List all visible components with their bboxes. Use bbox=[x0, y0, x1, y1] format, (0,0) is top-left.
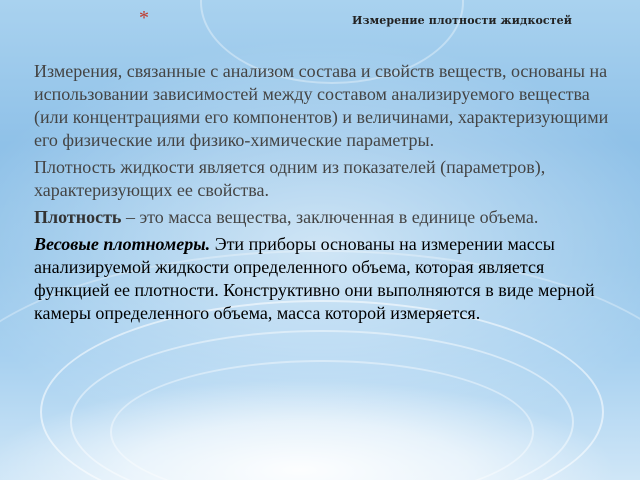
term-density: Плотность bbox=[34, 207, 122, 227]
weight-densimeters-text: Эти приборы основаны на измерении массы анализируемой жидкости определенного объема, которая является функцией ее плотности. Конструктивно они выполняются в виде мерной камеры определенного объема, масса которой измеряется. bbox=[34, 234, 595, 323]
slide-body bbox=[34, 60, 609, 329]
paragraph-weight-densimeters bbox=[34, 233, 609, 325]
bullet-asterisk-icon: * bbox=[139, 7, 149, 29]
paragraph-density-definition bbox=[34, 206, 609, 229]
term-weight-densimeters: Весовые плотномеры. bbox=[34, 234, 211, 254]
slide-title: Измерение плотности жидкостей bbox=[352, 14, 572, 27]
density-definition-text: – это масса вещества, заключенная в единице объема. bbox=[121, 207, 539, 227]
paragraph-density-indicator: Плотность жидкости является одним из показателей (параметров), характеризующих ее свойства. bbox=[34, 157, 546, 200]
background-swirl bbox=[110, 360, 534, 480]
paragraph-measurements: Измерения, связанные с анализом состава и свойств веществ, основаны на использовании зависимостей между составом анализируемого вещества (или концентрациями его компонентов) и величинами, характеризующими его физические или физико-химические параметры. bbox=[34, 61, 609, 150]
background-swirl bbox=[70, 330, 574, 480]
